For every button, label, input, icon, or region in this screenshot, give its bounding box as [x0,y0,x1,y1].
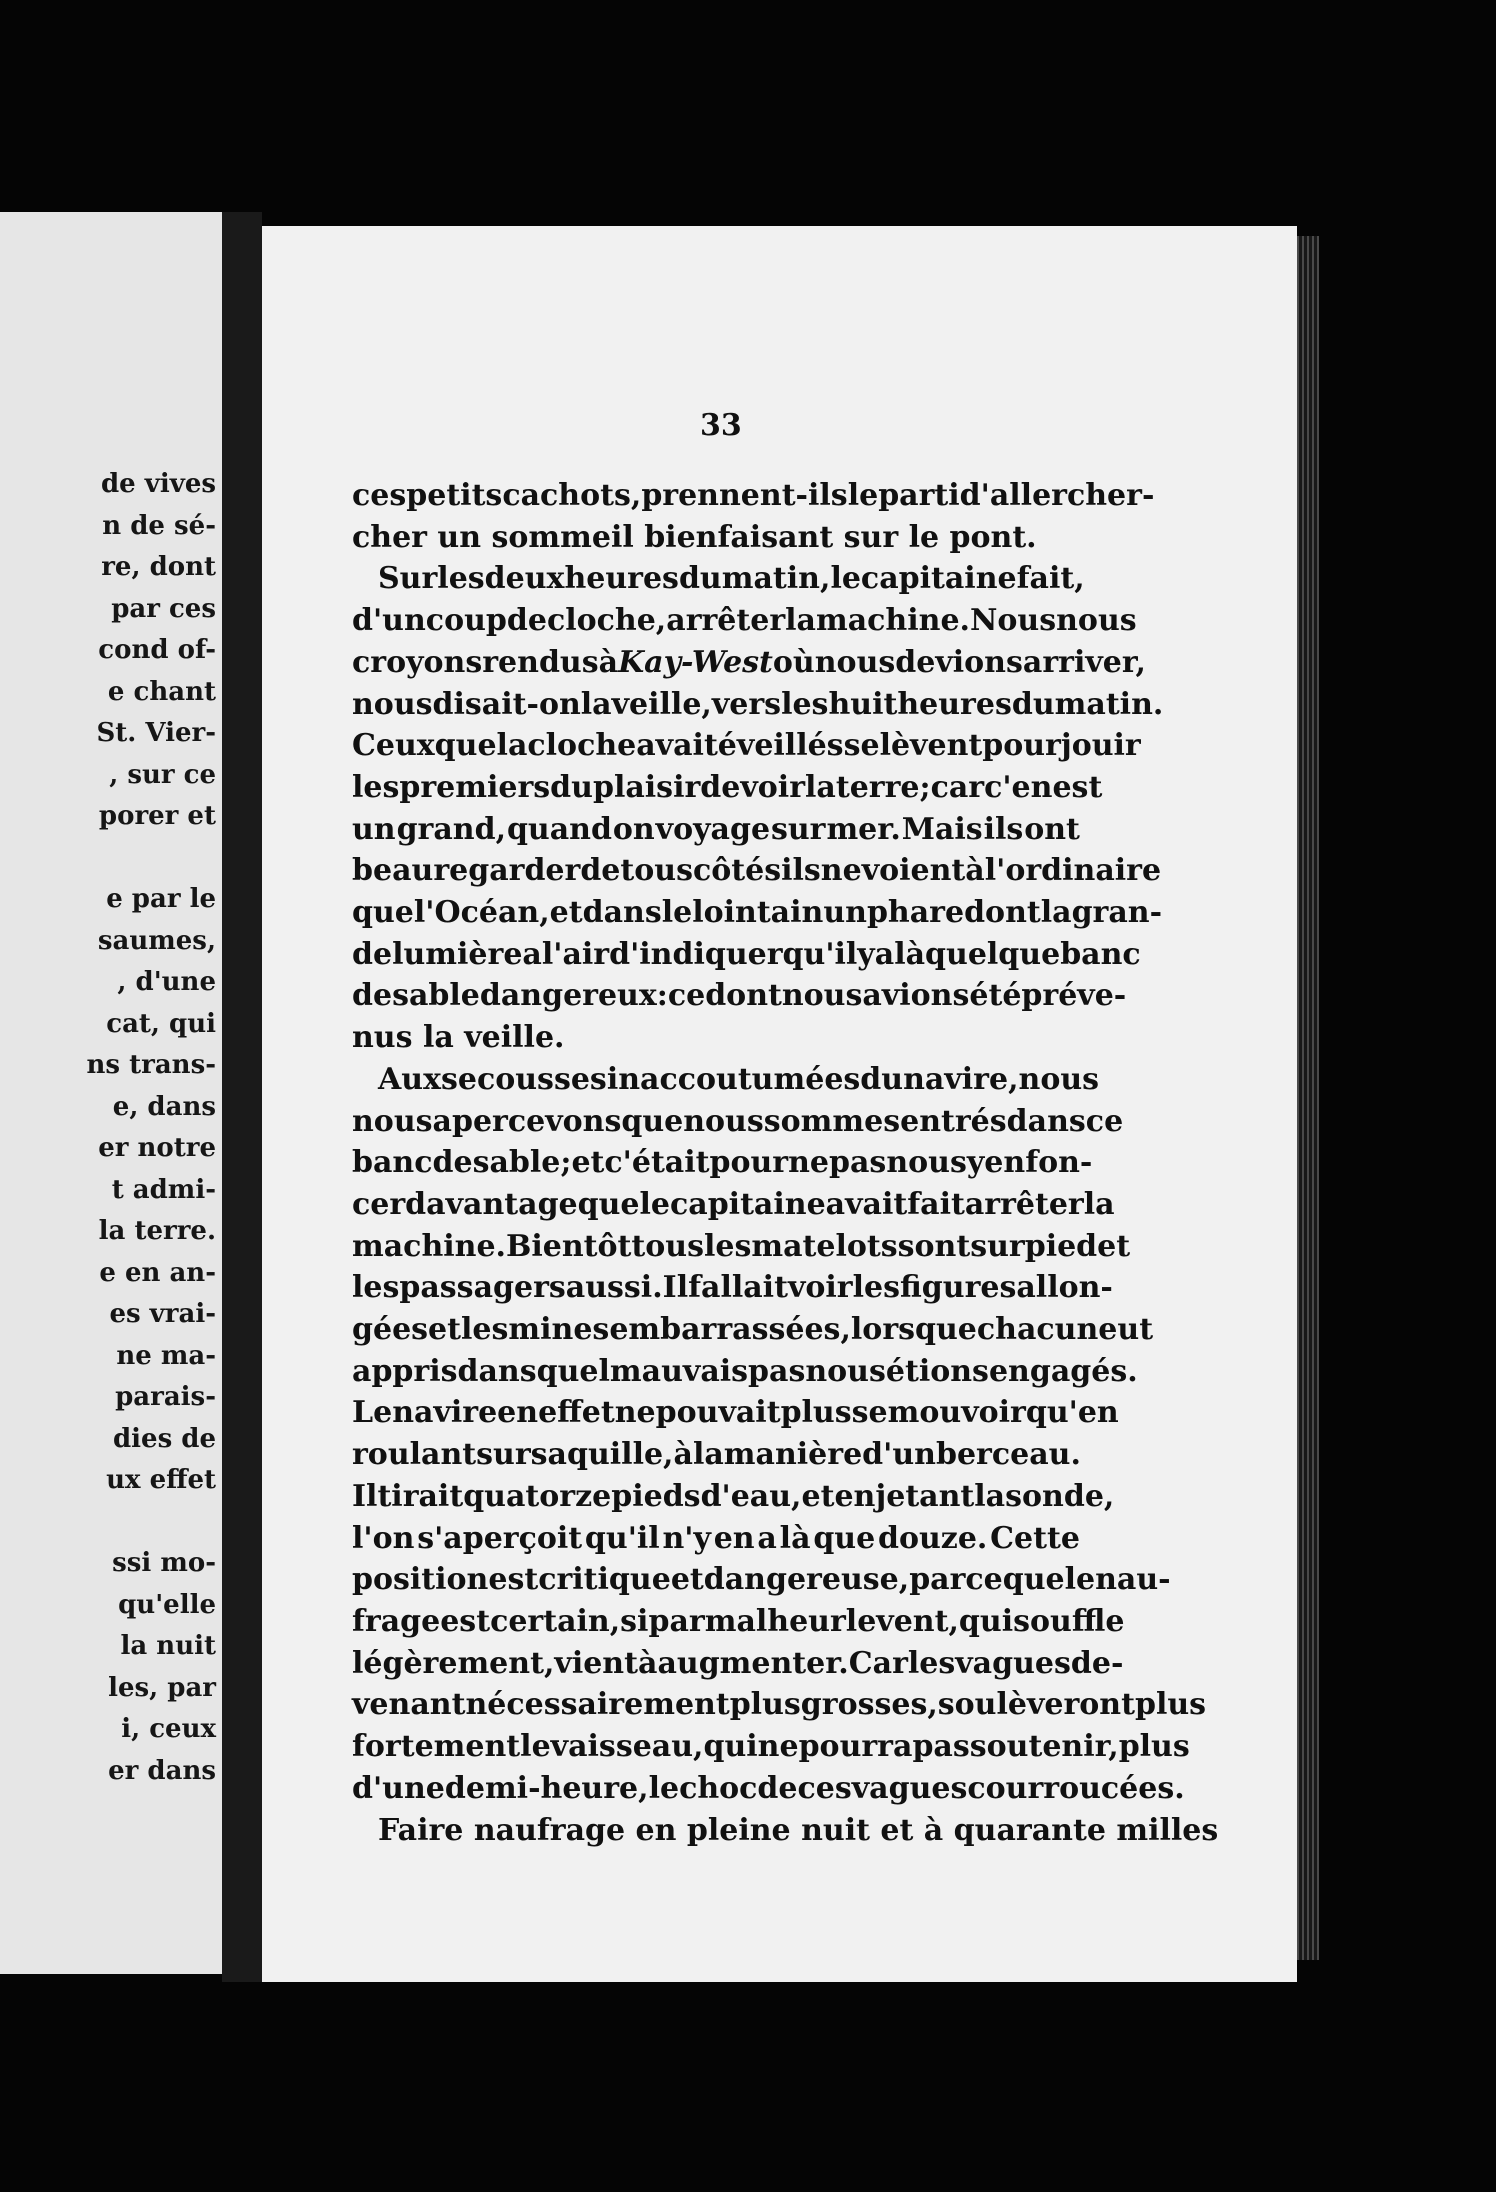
text-line: roulant sur sa quille, à la manière d'un berceau. [352,1437,1081,1473]
left-page-line: es vrai- [109,1299,216,1329]
text-line: Faire naufrage en pleine nuit et à quarante milles [378,1812,1219,1848]
text-line: les passagers aussi. Il fallait voir les figures allon- [352,1270,1113,1306]
text-line: venant nécessairement plus grosses, soulèveront plus [352,1687,1207,1723]
left-page-line: er dans [108,1755,216,1786]
text-line: cer davantage que le capitaine avait fait arrêter la [352,1186,1115,1222]
text-line: frage est certain, si par malheur le vent, qui souffle [352,1603,1125,1639]
page-body-text [352,475,1219,1851]
text-line: un grand, quand on voyage sur mer. Mais ils ont [352,811,1080,847]
text-line: position est critique et dangereuse, parce que le nau- [352,1562,1171,1598]
left-page-line: , sur ce [109,759,216,790]
left-page-line: e chant [107,676,216,707]
left-page-line: parais- [115,1382,216,1412]
left-page-line: cond of- [98,635,216,665]
left-page-line: de vives [100,469,216,499]
text-line: légèrement, vient à augmenter. Car les vagues de- [352,1645,1124,1681]
text-line: banc de sable ; et c'était pour ne pas nous y enfon- [352,1145,1093,1181]
text-line: Ceux que la cloche avait éveillés se lèvent pour jouir [352,728,1141,764]
text-line: beau regarder de tous côtés ils ne voient à l'ordinaire [352,853,1162,889]
text-line: machine. Bientôt tous les matelots sont sur pied et [352,1228,1131,1264]
text-line: nous disait-on la veille, vers les huit heures du matin. [352,686,1164,722]
left-page-line: la nuit [120,1631,216,1661]
left-page-text [87,464,216,1792]
text-line: Aux secousses inaccoutumées du navire, nous [378,1061,1100,1097]
left-page-line: St. Vier- [96,718,216,748]
left-page-line: e, dans [112,1091,216,1122]
left-page-line: saumes, [97,925,216,956]
book-gutter [222,212,262,1982]
left-page-line: la terre. [98,1216,216,1246]
left-page-line: dies de [112,1423,216,1454]
text-line: nous apercevons que nous sommes entrés dans ce [352,1103,1124,1139]
text-line: gées et les mines embarrassées, lorsque chacun eut [352,1312,1154,1348]
left-page-line: t admi- [111,1174,216,1205]
left-page-line: , d'une [117,967,216,997]
left-page-line: ne ma- [116,1340,216,1371]
left-page-line: qu'elle [118,1589,216,1620]
text-line: de sable dangereux : ce dont nous avions été préve- [352,978,1127,1014]
left-page-line: n de sé- [102,510,216,541]
text-line: d'un coup de cloche, arrêter la machine. Nous nous [352,603,1137,639]
left-page-line: ns trans- [86,1050,216,1080]
left-page-line: cat, qui [106,1008,216,1039]
left-page-line: re, dont [101,552,216,582]
text-line: ces petits cachots, prennent-ils le parti d'aller cher- [352,478,1155,513]
left-page-line: e par le [106,884,216,914]
left-page-line: par ces [111,593,216,624]
left-page-line [87,838,216,880]
page-number: 33 [700,408,742,443]
left-page-line: ux effet [106,1465,216,1495]
left-page-line: i, ceux [121,1714,216,1744]
text-line: l'on s'aperçoit qu'il n'y en a là que douze. Cette [352,1520,1080,1556]
left-page-line: ssi mo- [112,1548,216,1578]
left-page [0,212,222,1974]
text-line: Le navire en effet ne pouvait plus se mouvoir qu'en [352,1395,1119,1431]
text-line: fortement le vaisseau, qui ne pourra pas soutenir, plus [352,1729,1190,1765]
text-line: les premiers du plaisir de voir la terre ; car c'en est [352,769,1103,805]
left-page-line: porer et [98,801,216,831]
text-line: appris dans quel mauvais pas nous étions engagés. [352,1353,1138,1389]
text-line: cher un sommeil bienfaisant sur le pont. [352,519,1037,555]
text-line: Sur les deux heures du matin, le capitaine fait, [378,561,1085,597]
page-edges [1297,236,1319,1960]
text-line: que l'Océan, et dans le lointain un phare dont la gran- [352,895,1163,931]
text-line: Il tirait quatorze pieds d'eau, et en jetant la sonde, [352,1478,1115,1514]
left-page-line: e en an- [99,1257,216,1288]
text-line: croyons rendus à Kay-West où nous devions arriver, [352,644,1146,680]
text-line: nus la veille. [352,1020,565,1056]
text-line: de lumière a l'air d'indiquer qu'il y a là quelque banc [352,936,1141,972]
left-page-line [87,1502,216,1544]
text-line: d'une demi-heure, le choc de ces vagues courroucées. [352,1770,1185,1806]
left-page-line: er notre [98,1133,216,1163]
left-page-line: les, par [108,1672,216,1703]
